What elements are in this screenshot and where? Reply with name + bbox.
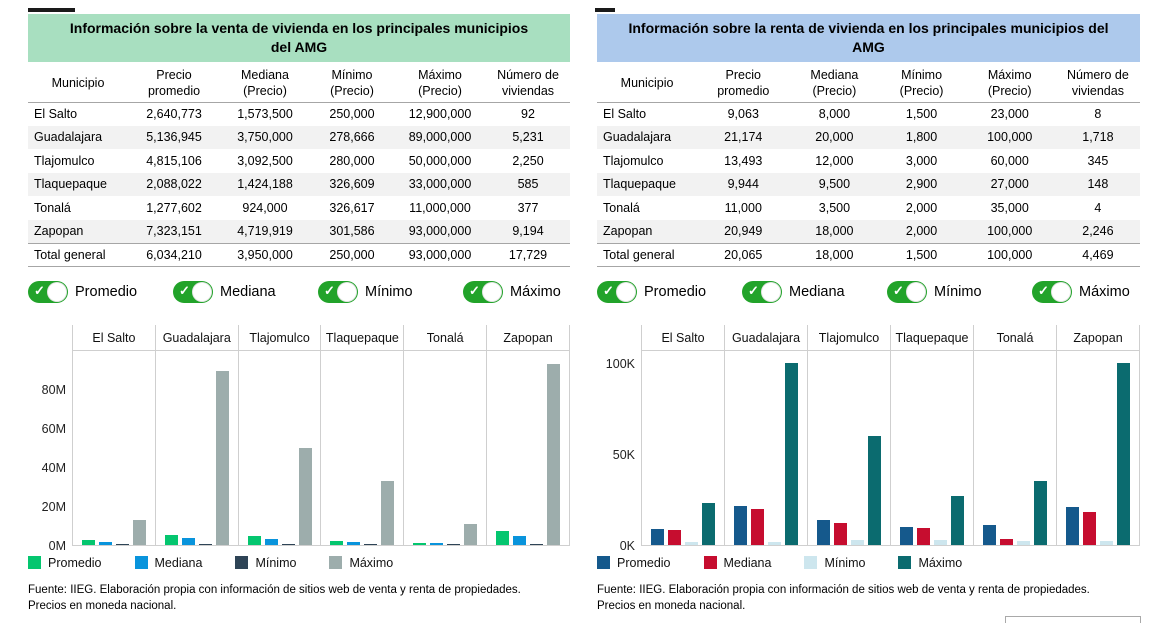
chart-column-el-salto <box>641 351 724 545</box>
table-cell: 924,000 <box>242 200 288 215</box>
table-total-row <box>28 243 570 267</box>
category-label-tonala: Tonalá <box>403 325 486 350</box>
toggle-knob <box>1051 282 1071 302</box>
table-cell: 1,500 <box>879 243 963 267</box>
check-icon: ✓ <box>469 282 480 298</box>
table-cell: 60,000 <box>990 153 1029 168</box>
table-cell: 3,092,500 <box>237 153 293 168</box>
table-cell: 1,424,188 <box>237 177 293 192</box>
bar-promedio-el-salto[interactable] <box>82 540 95 545</box>
table-row <box>597 149 1140 173</box>
toggle-knob <box>482 282 502 302</box>
category-label-tlaquepaque: Tlaquepaque <box>890 325 973 350</box>
table-cell: 1,277,602 <box>146 200 202 215</box>
legend-item-minimo[interactable] <box>235 556 296 570</box>
y-axis-tick-20m: 20M <box>41 500 66 514</box>
table-row <box>28 196 570 220</box>
toggle-maximo <box>1032 281 1130 303</box>
toggle-label: Mínimo <box>934 284 982 300</box>
column-header-municipio: Municipio <box>597 66 697 102</box>
toggle-knob <box>47 282 67 302</box>
table-cell: 21,174 <box>724 130 763 145</box>
table-cell: 7,323,151 <box>146 224 202 238</box>
legend-swatch <box>329 556 342 569</box>
bar-mediana-zapopan[interactable] <box>513 536 526 545</box>
bar-group <box>73 520 155 545</box>
check-icon: ✓ <box>324 282 335 298</box>
bar-mediana-tlajomulco[interactable] <box>265 539 278 545</box>
column-header-mediana-precio-: Mediana (Precio) <box>789 66 879 102</box>
bar-minimo-tlajomulco[interactable] <box>851 540 864 546</box>
toggle-knob <box>337 282 357 302</box>
bar-maximo-tlaquepaque[interactable] <box>381 481 394 545</box>
toggle-label: Mediana <box>789 284 845 300</box>
source-note-line: Fuente: IIEG. Elaboración propia con información de sitios web de venta y renta de propiedades. <box>597 584 1090 596</box>
column-header-precio-promedio: Precio promedio <box>128 66 220 102</box>
bar-maximo-tonala[interactable] <box>464 524 477 545</box>
toggle-promedio <box>597 281 742 303</box>
bar-promedio-guadalajara[interactable] <box>734 506 747 545</box>
legend-item-mediana[interactable] <box>135 556 203 570</box>
table-cell: 280,000 <box>329 153 375 168</box>
bar-promedio-tlaquepaque[interactable] <box>330 541 343 545</box>
toggle-promedio <box>28 281 173 303</box>
bar-maximo-guadalajara[interactable] <box>785 363 798 545</box>
category-label-zapopan: Zapopan <box>486 325 569 350</box>
table-cell: 4,719,919 <box>237 224 293 238</box>
table-cell: 2,088,022 <box>146 177 202 192</box>
table-cell: 4 <box>1094 200 1102 215</box>
table-cell: 250,000 <box>310 243 394 267</box>
bar-maximo-guadalajara[interactable] <box>216 371 229 545</box>
table-row <box>28 173 570 197</box>
table-cell: 20,949 <box>724 224 763 238</box>
legend-swatch <box>135 556 148 569</box>
legend-swatch <box>898 556 911 569</box>
legend-item-maximo[interactable] <box>898 556 962 570</box>
table-cell: 12,000 <box>815 153 854 168</box>
y-axis-tick-0m: 0M <box>48 539 66 553</box>
table-cell: Tlajomulco <box>34 153 95 168</box>
table-row <box>597 220 1140 244</box>
column-header-precio-promedio: Precio promedio <box>697 66 789 102</box>
category-label-el-salto: El Salto <box>641 325 724 350</box>
table-cell: 2,246 <box>1082 224 1114 238</box>
bar-group <box>239 448 321 546</box>
table-cell: 148 <box>1087 177 1109 192</box>
y-axis-tick-60m: 60M <box>41 422 66 436</box>
y-axis-tick-40m: 40M <box>41 461 66 475</box>
check-icon: ✓ <box>603 282 614 298</box>
bar-mediana-guadalajara[interactable] <box>751 509 764 545</box>
category-label-tlajomulco: Tlajomulco <box>238 325 321 350</box>
category-label-guadalajara: Guadalajara <box>724 325 807 350</box>
toggle-switch-promedio[interactable] <box>597 281 637 303</box>
check-icon: ✓ <box>893 282 904 298</box>
bar-group <box>891 496 973 545</box>
bar-maximo-tlajomulco[interactable] <box>868 436 881 545</box>
chart-column-tonala <box>403 351 486 545</box>
table-cell: 250,000 <box>329 107 375 121</box>
table-cell: 20,000 <box>815 130 854 145</box>
bar-mediana-zapopan[interactable] <box>1083 512 1096 545</box>
panel-renta <box>597 14 1140 614</box>
bar-mediana-tlaquepaque[interactable] <box>347 542 360 545</box>
category-label-tonala: Tonalá <box>973 325 1056 350</box>
chart-column-el-salto <box>72 351 155 545</box>
legend-label: Máximo <box>349 555 394 570</box>
table-cell: 5,136,945 <box>146 130 202 145</box>
bar-maximo-el-salto[interactable] <box>133 520 146 545</box>
bar-minimo-guadalajara[interactable] <box>768 542 781 545</box>
toggle-label: Máximo <box>1079 284 1130 300</box>
table-cell: Tonalá <box>603 200 640 215</box>
panel-title-text: Información sobre la renta de vivienda en los principales municipios del AMG <box>628 20 1109 55</box>
bar-minimo-tlaquepaque[interactable] <box>364 544 377 546</box>
cropped-tooltip-box <box>1005 616 1141 623</box>
category-label-guadalajara: Guadalajara <box>155 325 238 350</box>
table-cell: Tonalá <box>34 200 71 215</box>
bar-maximo-el-salto[interactable] <box>702 503 715 545</box>
bar-minimo-tlaquepaque[interactable] <box>934 540 947 545</box>
table-cell: 1,500 <box>905 107 938 121</box>
bar-minimo-tlajomulco[interactable] <box>282 544 295 546</box>
check-icon: ✓ <box>179 282 190 298</box>
renta-measure-toggles <box>597 280 1140 304</box>
table-cell: 326,617 <box>329 200 375 215</box>
column-header-numero-de-viviendas: Número de viviendas <box>486 66 570 102</box>
bar-promedio-tlajomulco[interactable] <box>248 536 261 545</box>
table-cell: 2,250 <box>512 153 544 168</box>
table-cell: 17,729 <box>486 243 570 267</box>
panel-venta <box>28 14 570 614</box>
column-header-maximo-precio-: Máximo (Precio) <box>394 66 486 102</box>
bar-promedio-tonala[interactable] <box>413 543 426 546</box>
category-label-tlaquepaque: Tlaquepaque <box>320 325 403 350</box>
column-header-maximo-precio-: Máximo (Precio) <box>964 66 1056 102</box>
table-cell: 278,666 <box>329 130 375 145</box>
renta-summary-table <box>597 66 1140 267</box>
chart-column-tlaquepaque <box>320 351 403 545</box>
toggle-maximo <box>463 281 561 303</box>
bar-promedio-tlaquepaque[interactable] <box>900 527 913 545</box>
toggle-knob <box>906 282 926 302</box>
table-header-row <box>28 66 570 102</box>
bar-maximo-tlaquepaque[interactable] <box>951 496 964 545</box>
chart-column-tlajomulco <box>238 351 321 545</box>
bar-group <box>808 436 890 545</box>
panel-title-text: Información sobre la venta de vivienda en los principales municipios del AMG <box>69 20 529 55</box>
summary-table <box>28 66 570 267</box>
source-note-line: Fuente: IIEG. Elaboración propia con información de sitios web de venta y renta de propiedades. <box>28 584 521 596</box>
y-axis-tick-100k: 100K <box>605 356 635 371</box>
renta-bar-chart <box>597 325 1140 553</box>
category-label-zapopan: Zapopan <box>1056 325 1139 350</box>
source-note-line: Precios en moneda nacional. <box>597 599 746 612</box>
table-cell: 100,000 <box>964 243 1056 267</box>
table-cell: El Salto <box>34 107 78 121</box>
table-cell: 18,000 <box>815 224 854 238</box>
table-cell: 326,609 <box>329 177 375 192</box>
category-label-tlajomulco: Tlajomulco <box>807 325 890 350</box>
table-row <box>28 149 570 173</box>
bar-group <box>1057 363 1139 545</box>
chart-column-tlajomulco <box>807 351 890 545</box>
chart-category-header <box>641 325 1140 351</box>
legend-label: Mediana <box>154 555 203 570</box>
table-cell: 2,000 <box>905 224 938 238</box>
legend-label: Máximo <box>918 555 963 570</box>
table-cell: 585 <box>517 177 539 192</box>
legend-swatch <box>704 556 717 569</box>
chart-column-zapopan <box>486 351 569 545</box>
bar-maximo-zapopan[interactable] <box>547 364 560 545</box>
table-cell: 9,500 <box>818 177 851 192</box>
legend-item-mediana[interactable] <box>704 556 772 570</box>
toggle-label: Promedio <box>75 284 138 300</box>
table-cell: Tlajomulco <box>603 153 664 168</box>
bar-maximo-tlajomulco[interactable] <box>299 448 312 546</box>
chart-column-tonala <box>973 351 1056 545</box>
table-cell: Zapopan <box>603 224 653 238</box>
table-cell: 92 <box>521 107 535 121</box>
table-cell: 8,000 <box>818 107 851 121</box>
bar-group <box>321 481 403 545</box>
chart-plot-area <box>72 351 570 546</box>
column-header-municipio: Municipio <box>28 66 128 102</box>
bar-promedio-zapopan[interactable] <box>1066 507 1079 545</box>
table-cell: 9,194 <box>512 224 544 238</box>
table-cell: 3,950,000 <box>220 243 310 267</box>
toggle-knob <box>761 282 781 302</box>
table-row <box>597 196 1140 220</box>
toggle-label: Mediana <box>220 284 276 300</box>
bar-minimo-el-salto[interactable] <box>116 544 129 546</box>
bar-group <box>404 524 486 545</box>
table-cell: Tlaquepaque <box>603 177 676 192</box>
table-cell: 3,500 <box>818 200 851 215</box>
table-cell: 9,944 <box>727 177 759 192</box>
legend-item-promedio[interactable] <box>597 556 671 570</box>
bar-maximo-zapopan[interactable] <box>1117 363 1130 545</box>
toggle-mediana <box>742 281 887 303</box>
bar-mediana-tlajomulco[interactable] <box>834 523 847 545</box>
table-cell: Total general <box>597 243 697 267</box>
bar-mediana-tonala[interactable] <box>1000 539 1013 545</box>
toggle-label: Máximo <box>510 284 561 300</box>
table-cell: 13,493 <box>724 153 763 168</box>
table-cell: 4,815,106 <box>146 153 202 168</box>
bar-mediana-guadalajara[interactable] <box>182 538 195 545</box>
source-note-line: Precios en moneda nacional. <box>28 599 177 612</box>
bar-mediana-el-salto[interactable] <box>668 530 681 545</box>
table-cell: 12,900,000 <box>408 107 472 121</box>
table-cell: 100,000 <box>987 224 1033 238</box>
category-label-el-salto: El Salto <box>72 325 155 350</box>
toggle-mediana <box>173 281 318 303</box>
venta-chart-legend <box>28 555 570 570</box>
table-row <box>28 220 570 244</box>
bar-maximo-tonala[interactable] <box>1034 481 1047 545</box>
bar-mediana-el-salto[interactable] <box>99 542 112 545</box>
chart-column-tlaquepaque <box>890 351 973 545</box>
table-cell: 5,231 <box>512 130 544 145</box>
bar-group <box>725 363 807 545</box>
chart-category-header <box>72 325 570 351</box>
table-cell: 3,000 <box>905 153 938 168</box>
table-row <box>597 102 1140 126</box>
table-cell: 377 <box>517 200 539 215</box>
bar-group <box>642 503 724 545</box>
table-cell: 33,000,000 <box>408 177 472 192</box>
table-cell: 4,469 <box>1056 243 1140 267</box>
table-cell: Guadalajara <box>603 130 672 145</box>
source-note <box>597 583 1140 614</box>
venta-bar-chart <box>28 325 570 553</box>
legend-label: Mediana <box>723 555 772 570</box>
chart-column-zapopan <box>1056 351 1139 545</box>
table-row <box>28 102 570 126</box>
table-header-row <box>597 66 1140 102</box>
table-cell: 89,000,000 <box>408 130 472 145</box>
legend-label: Promedio <box>617 555 671 570</box>
panel-title-renta <box>597 14 1140 62</box>
toggle-switch-mediana[interactable] <box>742 281 782 303</box>
toggle-switch-minimo[interactable] <box>887 281 927 303</box>
table-cell: 345 <box>1087 153 1109 168</box>
bar-group <box>487 364 569 545</box>
toggle-minimo <box>318 281 463 303</box>
venta-summary-table <box>28 66 570 267</box>
toggle-knob <box>192 282 212 302</box>
column-header-minimo-precio-: Mínimo (Precio) <box>879 66 963 102</box>
y-axis-tick-80m: 80M <box>41 383 66 397</box>
bar-group <box>156 371 238 545</box>
bar-promedio-tlajomulco[interactable] <box>817 520 830 545</box>
legend-label: Promedio <box>48 555 102 570</box>
table-cell: 23,000 <box>990 107 1029 121</box>
chart-column-guadalajara <box>724 351 807 545</box>
bar-minimo-tonala[interactable] <box>447 544 460 546</box>
bar-minimo-tonala[interactable] <box>1017 541 1030 545</box>
table-cell: 100,000 <box>987 130 1033 145</box>
toggle-label: Mínimo <box>365 284 413 300</box>
table-cell: 6,034,210 <box>128 243 220 267</box>
legend-item-maximo[interactable] <box>329 556 393 570</box>
toggle-switch-minimo[interactable] <box>318 281 358 303</box>
toggle-minimo <box>887 281 1032 303</box>
source-note <box>28 583 570 614</box>
renta-chart-legend <box>597 555 1140 570</box>
bar-promedio-zapopan[interactable] <box>496 531 509 545</box>
bar-group <box>974 481 1056 545</box>
table-cell: 35,000 <box>990 200 1029 215</box>
table-cell: 11,000,000 <box>409 200 471 215</box>
panel-title-venta <box>28 14 570 62</box>
check-icon: ✓ <box>34 282 45 298</box>
table-cell: 50,000,000 <box>408 153 472 168</box>
table-row <box>28 126 570 150</box>
table-cell: El Salto <box>603 107 647 121</box>
legend-label: Mínimo <box>824 555 866 570</box>
table-cell: 93,000,000 <box>394 243 486 267</box>
table-cell: 18,000 <box>789 243 879 267</box>
table-cell: 11,000 <box>724 200 762 215</box>
toggle-switch-mediana[interactable] <box>173 281 213 303</box>
legend-item-minimo[interactable] <box>804 556 865 570</box>
bar-minimo-zapopan[interactable] <box>530 544 543 546</box>
legend-swatch <box>804 556 817 569</box>
table-cell: 2,640,773 <box>146 107 202 121</box>
table-cell: 2,900 <box>905 177 938 192</box>
table-cell: 27,000 <box>990 177 1029 192</box>
legend-swatch <box>235 556 248 569</box>
toggle-switch-maximo[interactable] <box>463 281 503 303</box>
bar-minimo-zapopan[interactable] <box>1100 541 1113 545</box>
legend-label: Mínimo <box>255 555 297 570</box>
column-header-numero-de-viviendas: Número de viviendas <box>1056 66 1140 102</box>
table-cell: Zapopan <box>34 224 84 238</box>
table-cell: 301,586 <box>329 224 375 238</box>
legend-item-promedio[interactable] <box>28 556 102 570</box>
table-cell: 93,000,000 <box>408 224 472 238</box>
table-cell: 2,000 <box>905 200 938 215</box>
chart-column-guadalajara <box>155 351 238 545</box>
toggle-label: Promedio <box>644 284 707 300</box>
y-axis-tick-50k: 50K <box>612 447 635 462</box>
table-cell: 9,063 <box>727 107 759 121</box>
legend-swatch <box>597 556 610 569</box>
table-cell: 1,718 <box>1082 130 1114 145</box>
table-cell: 20,065 <box>697 243 789 267</box>
bar-minimo-el-salto[interactable] <box>685 542 698 545</box>
bar-minimo-guadalajara[interactable] <box>199 544 212 546</box>
table-cell: Tlaquepaque <box>34 177 107 192</box>
y-axis-tick-0k: 0K <box>619 539 635 553</box>
venta-measure-toggles <box>28 280 570 304</box>
table-cell: 3,750,000 <box>237 130 293 145</box>
table-cell: 1,573,500 <box>237 107 293 121</box>
column-header-mediana-precio-: Mediana (Precio) <box>220 66 310 102</box>
toggle-switch-promedio[interactable] <box>28 281 68 303</box>
table-cell: Guadalajara <box>34 130 103 145</box>
column-header-minimo-precio-: Mínimo (Precio) <box>310 66 394 102</box>
table-row <box>597 126 1140 150</box>
table-total-row <box>597 243 1140 267</box>
bar-promedio-guadalajara[interactable] <box>165 535 178 545</box>
legend-swatch <box>28 556 41 569</box>
check-icon: ✓ <box>1038 282 1049 298</box>
table-cell: Total general <box>28 243 128 267</box>
toggle-knob <box>616 282 636 302</box>
top-edge-artifact <box>595 8 615 12</box>
bar-mediana-tlaquepaque[interactable] <box>917 528 930 545</box>
summary-table <box>597 66 1140 267</box>
bar-promedio-el-salto[interactable] <box>651 529 664 546</box>
top-edge-artifact <box>28 8 75 12</box>
table-cell: 1,800 <box>905 130 938 145</box>
bar-promedio-tonala[interactable] <box>983 525 996 545</box>
bar-mediana-tonala[interactable] <box>430 543 443 545</box>
chart-plot-area <box>641 351 1140 546</box>
toggle-switch-maximo[interactable] <box>1032 281 1072 303</box>
table-cell: 8 <box>1094 107 1102 121</box>
check-icon: ✓ <box>748 282 759 298</box>
table-row <box>597 173 1140 197</box>
